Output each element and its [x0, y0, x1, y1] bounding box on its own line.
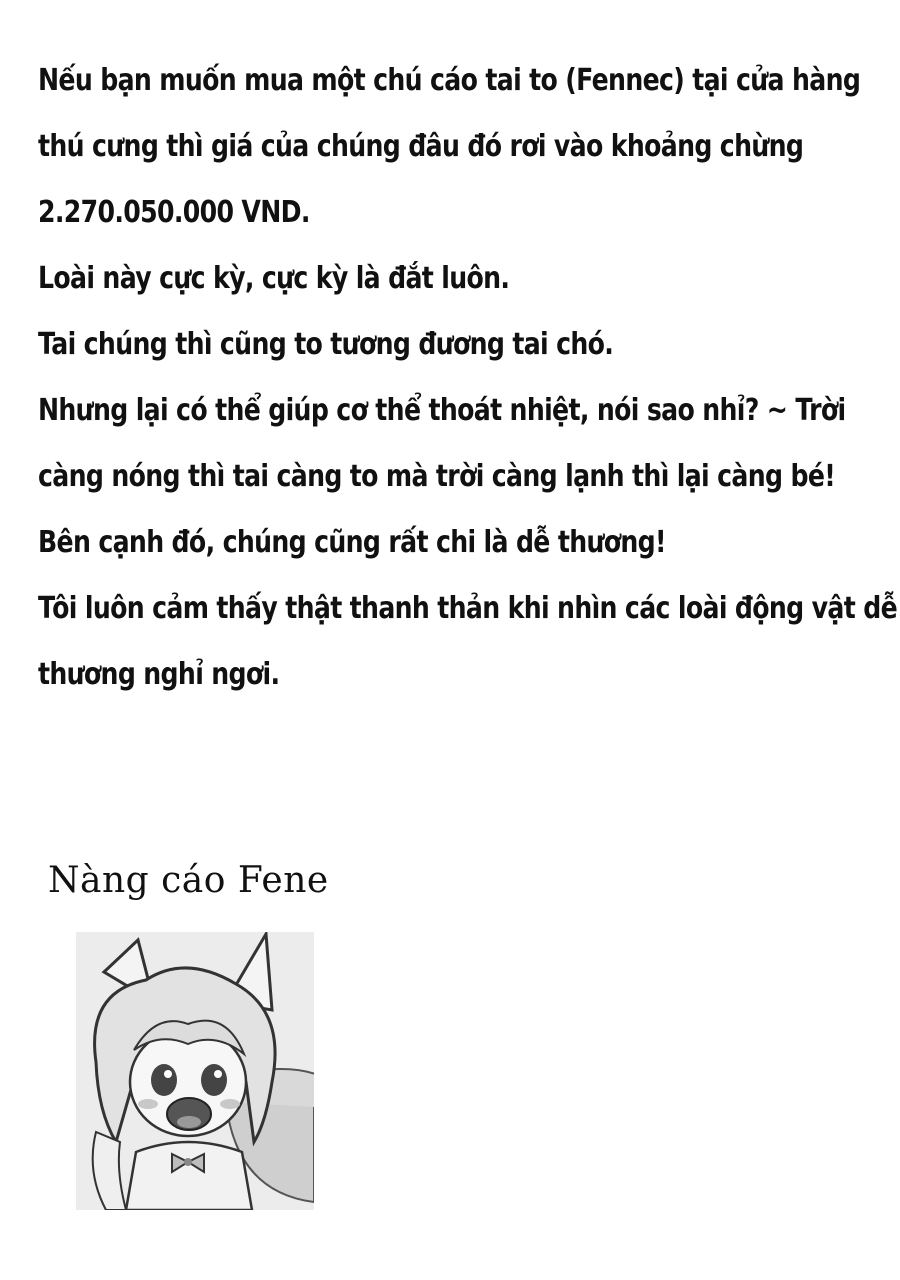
text-line: thương nghỉ ngơi. [38, 657, 280, 692]
text-line: Tai chúng thì cũng to tương đương tai chó. [38, 327, 614, 362]
text-line: Loài này cực kỳ, cực kỳ là đắt luôn. [38, 261, 510, 296]
left-blush [138, 1099, 158, 1109]
right-eye-shine [214, 1070, 222, 1078]
text-line: Nếu bạn muốn mua một chú cáo tai to (Fennec) tại cửa hàng [38, 63, 861, 98]
text-line: 2.270.050.000 VND. [38, 195, 310, 230]
text-line: thú cưng thì giá của chúng đâu đó rơi vào khoảng chừng [38, 129, 804, 164]
right-blush [220, 1099, 240, 1109]
article-text [38, 48, 898, 708]
shirt [126, 1142, 252, 1210]
tongue [177, 1116, 201, 1128]
portrait-caption: Nàng cáo Fene [48, 860, 329, 901]
text-line: Nhưng lại có thể giúp cơ thể thoát nhiệt, nói sao nhỉ? ~ Trời [38, 393, 846, 428]
fennec-girl-portrait [76, 932, 314, 1210]
right-eye [201, 1064, 227, 1096]
text-line: Tôi luôn cảm thấy thật thanh thản khi nhìn các loài động vật dễ [38, 591, 898, 626]
bow-knot [184, 1158, 192, 1166]
portrait-drawing [76, 932, 314, 1210]
left-eye [151, 1064, 177, 1096]
text-line: Bên cạnh đó, chúng cũng rất chi là dễ thương! [38, 525, 666, 560]
text-line: càng nóng thì tai càng to mà trời càng lạnh thì lại càng bé! [38, 459, 836, 494]
left-eye-shine [164, 1070, 172, 1078]
